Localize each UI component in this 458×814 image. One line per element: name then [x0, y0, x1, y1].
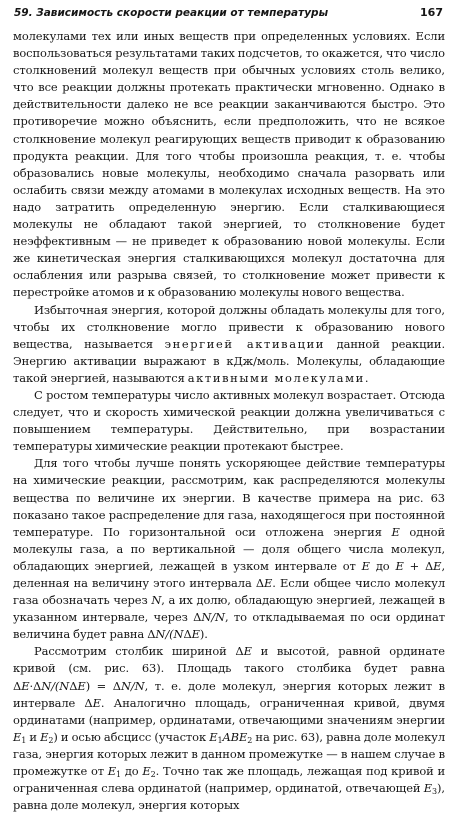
paragraph-4 [13, 455, 445, 643]
paragraph-2 [13, 302, 445, 387]
symbol-e: E [391, 524, 400, 539]
text-run: ), равна доле молекул, энергия которых [13, 781, 445, 813]
text-run: Δ [69, 678, 78, 693]
symbol-e: E [395, 558, 404, 573]
symbol-e: E [433, 558, 442, 573]
text-run: до [121, 764, 143, 779]
text-run: С ростом температуры число активных молекул возрастает. Отсюда следует, что и скорость химической реакции должна увеличиваться с повышением температуры. Действительно, при возрастании температуры химические реакции протекают быстрее. [13, 387, 445, 454]
symbol-e: E [13, 729, 22, 744]
text-run: Δ [183, 627, 192, 642]
paragraph-5 [13, 643, 445, 814]
text-run: . [364, 370, 369, 385]
symbol-e: E [243, 644, 252, 659]
paragraph-1 [13, 28, 445, 302]
text-run: ). [199, 627, 208, 642]
subscript: 1 [21, 735, 27, 745]
term-activation-energy: энергией активации [164, 336, 326, 351]
text-run: Рассмотрим столбик шириной Δ [34, 644, 244, 659]
text-run: одной молекулы газа, а по вертикальной — доля общего числа молекул, обладающих энергией, лежащей в узком интервале от [13, 524, 445, 573]
body-text [13, 28, 445, 814]
text-run: ) и осью абсцисс (участок [53, 729, 210, 744]
symbol-e: E [77, 678, 86, 693]
text-run: молекулами тех или иных веществ при определенных условиях. Если воспользоваться результатами таких подсчетов, то окажется, что число столкновений молекул веществ при обычных условиях столь велико, что все реакции должны протекать практически мгновенно. Однако в действительности далеко не все реакции заканчиваются быстро. Это противоречие можно объяснить, если предположить, что не всякое столкновение молекул реагирующих веществ приводит к образованию продукта реакции. Для того чтобы произошла реакция, т. е. чтобы образовались новые молекулы, необходимо сначала разорвать или ослабить связи между атомами в молекулах исходных веществ. На это надо затратить определенную энергию. Если сталкивающиеся молекулы не обладают такой энергией, то столкновение будет неэффективным — не приведет к образованию новой молекулы. Если же кинетическая энергия сталкивающихся молекул достаточна для ослабления или разрыва связей, то столкновение может привести к перестройке атомов и к образованию молекулы нового вещества. [13, 29, 445, 300]
subscript: 3 [432, 787, 438, 797]
text-run: , то откладываемая по оси ординат величина будет равна Δ [13, 610, 445, 642]
text-run: . Если общее число молекул газа обозначать через [13, 576, 446, 608]
symbol-e: E [40, 729, 49, 744]
symbol-e: E [21, 678, 30, 693]
symbol-e: E [191, 627, 200, 642]
symbol-e: E [107, 764, 117, 779]
text-run: , деленная на величину этого интервала Δ [13, 558, 445, 590]
text-run: ) = Δ [85, 678, 121, 693]
text-run: данной реакции. Энергию активации выражают в кДж/моль. Молекулы, обладающие такой энергией, называются [13, 336, 445, 385]
symbol-n-over-n: N/(N [41, 678, 70, 693]
text-run: . Точно так же площадь, лежащая под кривой и ограниченная слева ординатой (например, ординатой, отвечающей [13, 764, 445, 796]
symbol-e: E [209, 729, 218, 744]
subscript: 1 [217, 735, 223, 745]
text-run: Для того чтобы лучше понять ускоряющее действие температуры на химические реакции, рассмотрим, как распределяются молекулы вещества по величине их энергии. В качестве примера на рис. 63 показано такое распределение для газа, находящегося при постоянной температуре. По горизонтальной оси отложена энергия [13, 456, 445, 539]
symbol-n-over-n: N/N [201, 610, 225, 625]
text-run: Избыточная энергия, которой должны обладать молекулы для того, чтобы их столкновение могло привести к образованию нового вещества, называется [13, 302, 445, 351]
subscript: 2 [48, 735, 54, 745]
symbol-e: E [92, 695, 101, 710]
symbol-n-over-n: N/N [120, 678, 145, 693]
text-run: ·Δ [29, 678, 42, 693]
text-run: и [26, 729, 41, 744]
symbol-e: E [423, 781, 433, 796]
subscript: 2 [150, 770, 156, 780]
paragraph-3 [13, 387, 445, 455]
symbol-e: E [142, 764, 151, 779]
symbol-n-over-n: N/(N [155, 627, 184, 642]
symbol-e: E [361, 558, 370, 573]
text-run: , а их долю, обладающую энергией, лежащей в указанном интервале, через Δ [13, 593, 445, 625]
text-run: на рис. 63), равна доле молекул газа, энергия которых лежит в данном промежутке — в нашем случае в промежутке от [13, 729, 446, 779]
term-active-molecules: активными молекулами [187, 370, 365, 385]
text-run: , т. е. доле молекул, энергия которых лежит в интервале Δ [13, 678, 445, 710]
subscript: 1 [116, 770, 122, 780]
symbol-abe: ABE [222, 729, 248, 744]
running-head [13, 6, 445, 22]
page-number: 167 [420, 6, 443, 19]
subscript: 2 [247, 735, 253, 745]
section-title: 59. Зависимость скорости реакции от температуры [14, 7, 329, 19]
symbol-e: E [264, 576, 273, 590]
text-run: . Аналогично площадь, ограниченная кривой, двумя ординатами (например, ординатами, отвечающими значениям энергии [13, 695, 445, 727]
text-run: до [369, 558, 396, 573]
text-run: и высотой, равной ординате кривой (см. рис. 63). Площадь такого столбика будет равна Δ [13, 644, 445, 693]
text-run: + Δ [403, 558, 434, 573]
symbol-n: N [151, 593, 162, 608]
